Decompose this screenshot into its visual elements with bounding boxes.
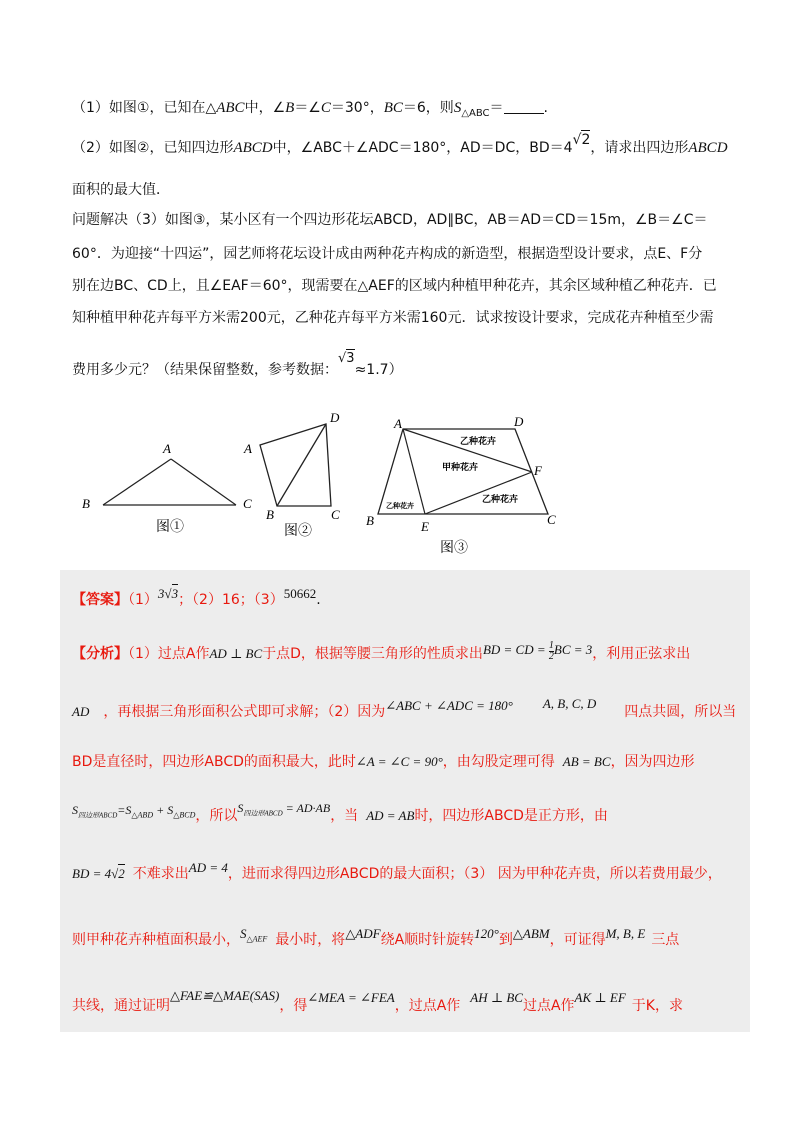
figure-1: [76, 435, 256, 545]
label-f: F: [534, 463, 542, 478]
figure-2: [238, 405, 358, 540]
analysis-line5: BD = 4√2 不难求出AD = 4，进而求得四边形ABCD的最大面积；（3） 因为甲种花卉贵，所以若费用最少，: [72, 860, 722, 882]
question-3-line1: 问题解决（3）如图③，某小区有一个四边形花坛ABCD，AD∥BC，AB＝AD＝CD＝15m，∠B＝∠C＝: [72, 212, 708, 228]
analysis-line4: $S_{四边形ABCD}=S_{\triangle ABD} + S_{\triangle BCD}$，所以$S_{四边形ABCD} = AD\cdot AB$，当 AD = AB时，四边形ABCD是正方形，由: [72, 801, 608, 824]
diagonal-bd: [277, 424, 326, 506]
caption-2: 图②: [284, 524, 312, 539]
region-top-label: 乙种花卉: [460, 437, 497, 447]
segment-ef: [425, 472, 532, 514]
question-3-line3: 别在边BC、CD上，且∠EAF＝60°，现需要在△AEF的区域内种植甲种花卉，其余区域种植乙种花卉．已: [72, 278, 717, 294]
question-3-line4: 知种植甲种花卉每平方米需200元，乙种花卉每平方米需160元．试求按设计要求，完成花卉种植至少需: [72, 310, 714, 326]
edge-ba: [103, 459, 171, 505]
question-2: （2）如图②，已知四边形ABCD中，∠ABC＋∠ADC＝180°，AD＝DC，BD＝4√2，请求出四边形ABCD: [72, 132, 728, 156]
region-left-label: 乙种花卉: [386, 502, 414, 510]
analysis-line6: 则甲种花卉种植面积最小，$S_{\triangle AEF}$ 最小时，将△ADF绕A顺时针旋转120°到△ABM，可证得M, B, E 三点: [72, 926, 680, 948]
label-a: A: [163, 441, 171, 456]
label-b: B: [82, 496, 90, 511]
label-d: D: [514, 414, 524, 429]
label-e: E: [421, 519, 429, 534]
edge-ac: [171, 459, 236, 505]
analysis-line3: BD是直径时，四边形ABCD的面积最大，此时∠A = ∠C = 90°，由勾股定理可得 AB = BC，因为四边形: [72, 754, 695, 770]
label-b: B: [266, 507, 274, 522]
answer-line: 【答案】（1）3√3；（2）16；（3）50662.: [72, 586, 321, 608]
caption-1: 图①: [156, 520, 184, 535]
answer-panel: [60, 570, 750, 1032]
question-3-line2: 60°．为迎接“十四运”，园艺师将花坛设计成由两种花卉构成的新造型，根据造型设计要求，点E、F分: [72, 246, 703, 262]
question-1: （1）如图①，已知在△ABC中，∠B＝∠C＝30°，BC＝6，则$S_{\triangle ABC}=$ .: [72, 100, 548, 119]
caption-3: 图③: [440, 541, 468, 556]
label-d: D: [330, 410, 340, 425]
label-b: B: [366, 513, 374, 528]
label-a: A: [394, 416, 402, 431]
region-right-label: 乙种花卉: [482, 495, 519, 505]
label-c: C: [547, 512, 556, 527]
analysis-line7: 共线，通过证明△FAE≌△MAE(SAS)，得∠MEA = ∠FEA，过点A作AH ⊥ BC过点A作AK ⊥ EF于K，求: [72, 988, 683, 1014]
question-2-cont: 面积的最大值．: [72, 182, 170, 198]
label-c: C: [243, 496, 252, 511]
label-c: C: [331, 507, 340, 522]
analysis-line2: AD ，再根据三角形面积公式即可求解；（2）因为∠ABC + ∠ADC = 180° A, B, C, D四点共圆，所以当: [72, 696, 737, 720]
analysis-line1: 【分析】（1）过点A作AD ⊥ BC于点D，根据等腰三角形的性质求出BD = CD = $\frac{1}{2}$ BC = 3，利用正弦求出: [72, 639, 691, 662]
quad-abcd: [260, 424, 331, 506]
answer-blank: [504, 99, 544, 114]
figure-3: [360, 412, 570, 562]
region-mid-label: 甲种花卉: [442, 463, 479, 473]
label-a: A: [244, 441, 252, 456]
question-3-line5: 费用多少元？（结果保留整数，参考数据：√3≈1.7）: [72, 351, 403, 378]
